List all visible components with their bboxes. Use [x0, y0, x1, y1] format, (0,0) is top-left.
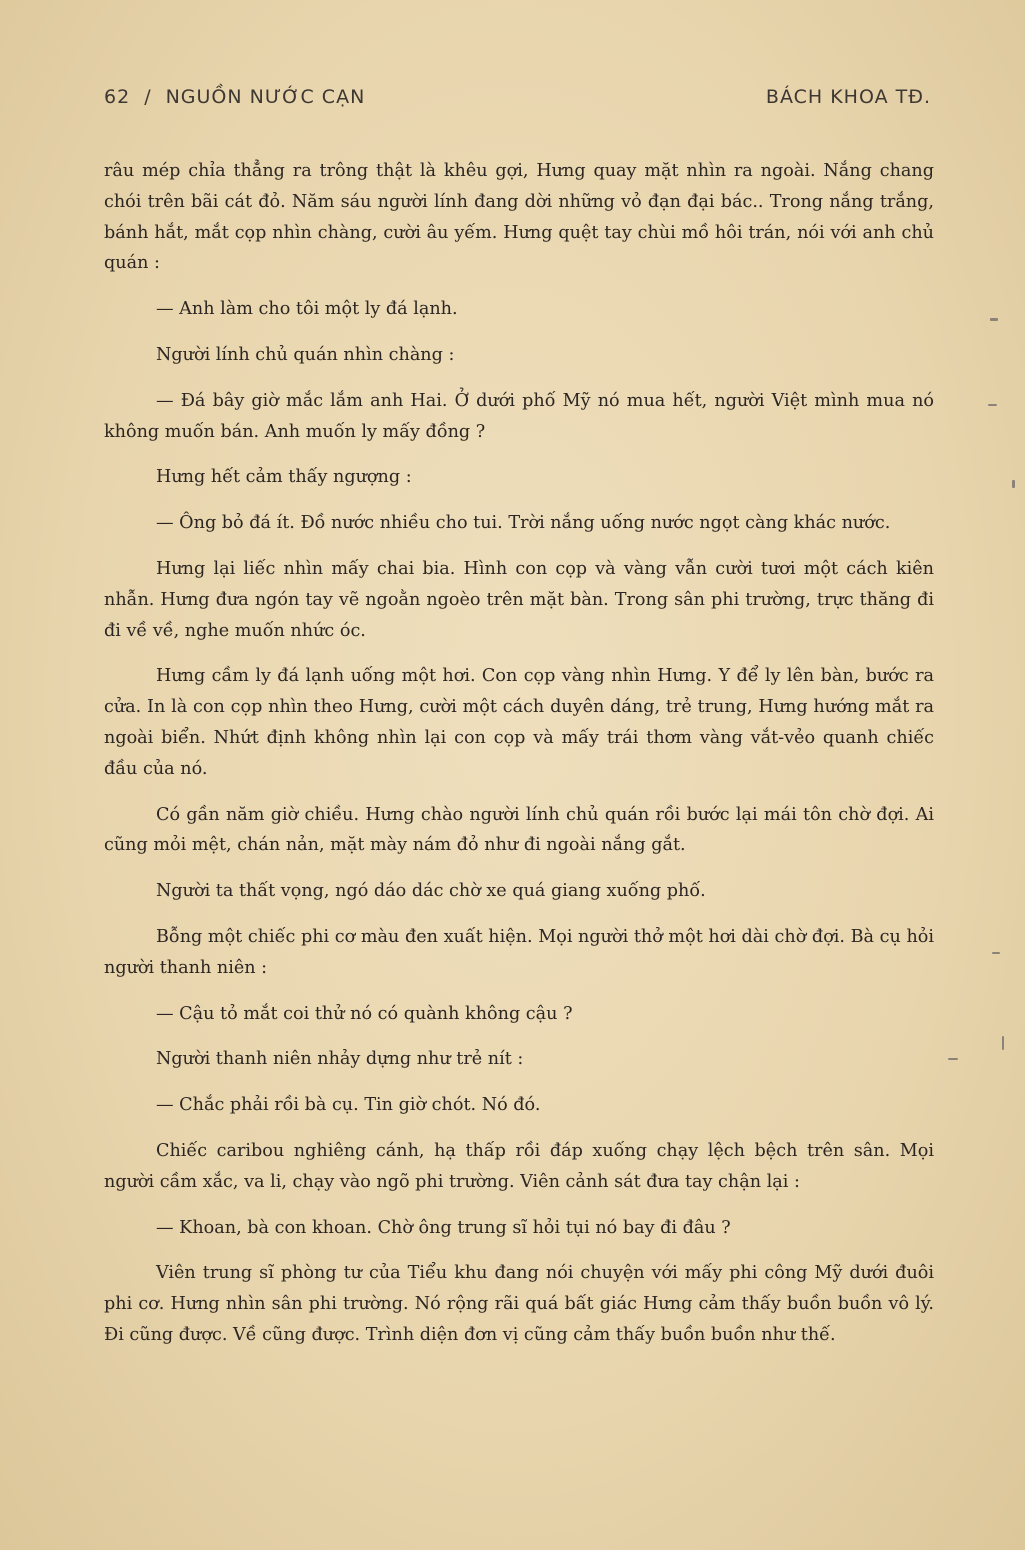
paper-speck — [948, 1058, 958, 1060]
running-header — [104, 86, 931, 120]
paragraph: Bỗng một chiếc phi cơ màu đen xuất hiện. Mọi người thở một hơi dài chờ đợi. Bà cụ hỏi người thanh niên : — [104, 926, 934, 978]
dialogue-line: — Ông bỏ đá ít. Đồ nước nhiều cho tui. Trời nắng uống nước ngọt càng khác nước. — [156, 513, 891, 534]
paragraph: Người ta thất vọng, ngó dáo dác chờ xe quá giang xuống phố. — [156, 881, 706, 902]
header-separator: / — [144, 86, 152, 108]
dialogue-line: — Khoan, bà con khoan. Chờ ông trung sĩ hỏi tụi nó bay đi đâu ? — [156, 1217, 731, 1238]
chapter-title: NGUỒN NƯỚC CẠN — [165, 86, 366, 108]
dialogue-line: — Chắc phải rồi bà cụ. Tin giờ chót. Nó đó. — [156, 1095, 541, 1116]
header-left — [104, 86, 365, 108]
dialogue-line: — Cậu tỏ mắt coi thử nó có quành không cậu ? — [156, 1003, 573, 1024]
paragraph: Chiếc caribou nghiêng cánh, hạ thấp rồi đáp xuống chạy lệch bệch trên sân. Mọi người cầm xắc, va li, chạy vào ngõ phi trường. Viên cảnh sát đưa tay chận lại : — [104, 1140, 934, 1192]
paragraph: Người thanh niên nhảy dựng như trẻ nít : — [156, 1049, 524, 1070]
paragraph: Có gần năm giờ chiều. Hưng chào người lính chủ quán rồi bước lại mái tôn chờ đợi. Ai cũng mỏi mệt, chán nản, mặt mày nám đỏ như đi ngoài nắng gắt. — [104, 804, 934, 856]
paper-speck — [1012, 480, 1015, 488]
paragraph: Hưng hết cảm thấy ngượng : — [156, 467, 412, 488]
paragraph: Người lính chủ quán nhìn chàng : — [156, 344, 455, 365]
paragraph: râu mép chỉa thẳng ra trông thật là khêu gợi, Hưng quay mặt nhìn ra ngoài. Nắng chang chói trên bãi cát đỏ. Năm sáu người lính đang dời những vỏ đạn đại bác.. Trong nắng trắng, bánh hắt, mắt cọp nhìn chàng, cười âu yếm. Hưng quệt tay chùi mồ hôi trán, nói với anh chủ quán : — [104, 161, 934, 274]
page-number: 62 — [104, 86, 131, 108]
publication-name: BÁCH KHOA TĐ. — [765, 86, 931, 108]
paragraph: Hưng lại liếc nhìn mấy chai bia. Hình con cọp và vàng vẫn cười tươi một cách kiên nhẫn. Hưng đưa ngón tay vẽ ngoằn ngoèo trên mặt bàn. Trong sân phi trường, trực thăng đi đi về về, nghe muốn nhức óc. — [104, 558, 934, 641]
paragraph: Viên trung sĩ phòng tư của Tiểu khu đang nói chuyện với mấy phi công Mỹ dưới đuôi phi cơ. Hưng nhìn sân phi trường. Nó rộng rãi quá bất giác Hưng cảm thấy buồn buồn vô lý. Đi cũng được. Về cũng được. Trình diện đơn vị cũng cảm thấy buồn buồn như thế. — [104, 1263, 934, 1345]
paper-speck — [1002, 1036, 1004, 1050]
paragraph: Hưng cầm ly đá lạnh uống một hơi. Con cọp vàng nhìn Hưng. Y để ly lên bàn, bước ra cửa. In là con cọp nhìn theo Hưng, cười một cách duyên dáng, trẻ trung, Hưng hướng mắt ra ngoài biển. Nhứt định không nhìn lại con cọp và mấy trái thơm vàng vắt-vẻo quanh chiếc đầu của nó. — [104, 666, 934, 779]
dialogue-line: — Anh làm cho tôi một ly đá lạnh. — [156, 299, 458, 320]
paper-speck — [988, 404, 997, 406]
paper-speck — [990, 318, 998, 321]
dialogue-line: — Đá bây giờ mắc lắm anh Hai. Ở dưới phố Mỹ nó mua hết, người Việt mình mua nó không muốn bán. Anh muốn ly mấy đồng ? — [104, 390, 934, 442]
paper-speck — [992, 952, 1000, 954]
body-text — [104, 156, 934, 1366]
